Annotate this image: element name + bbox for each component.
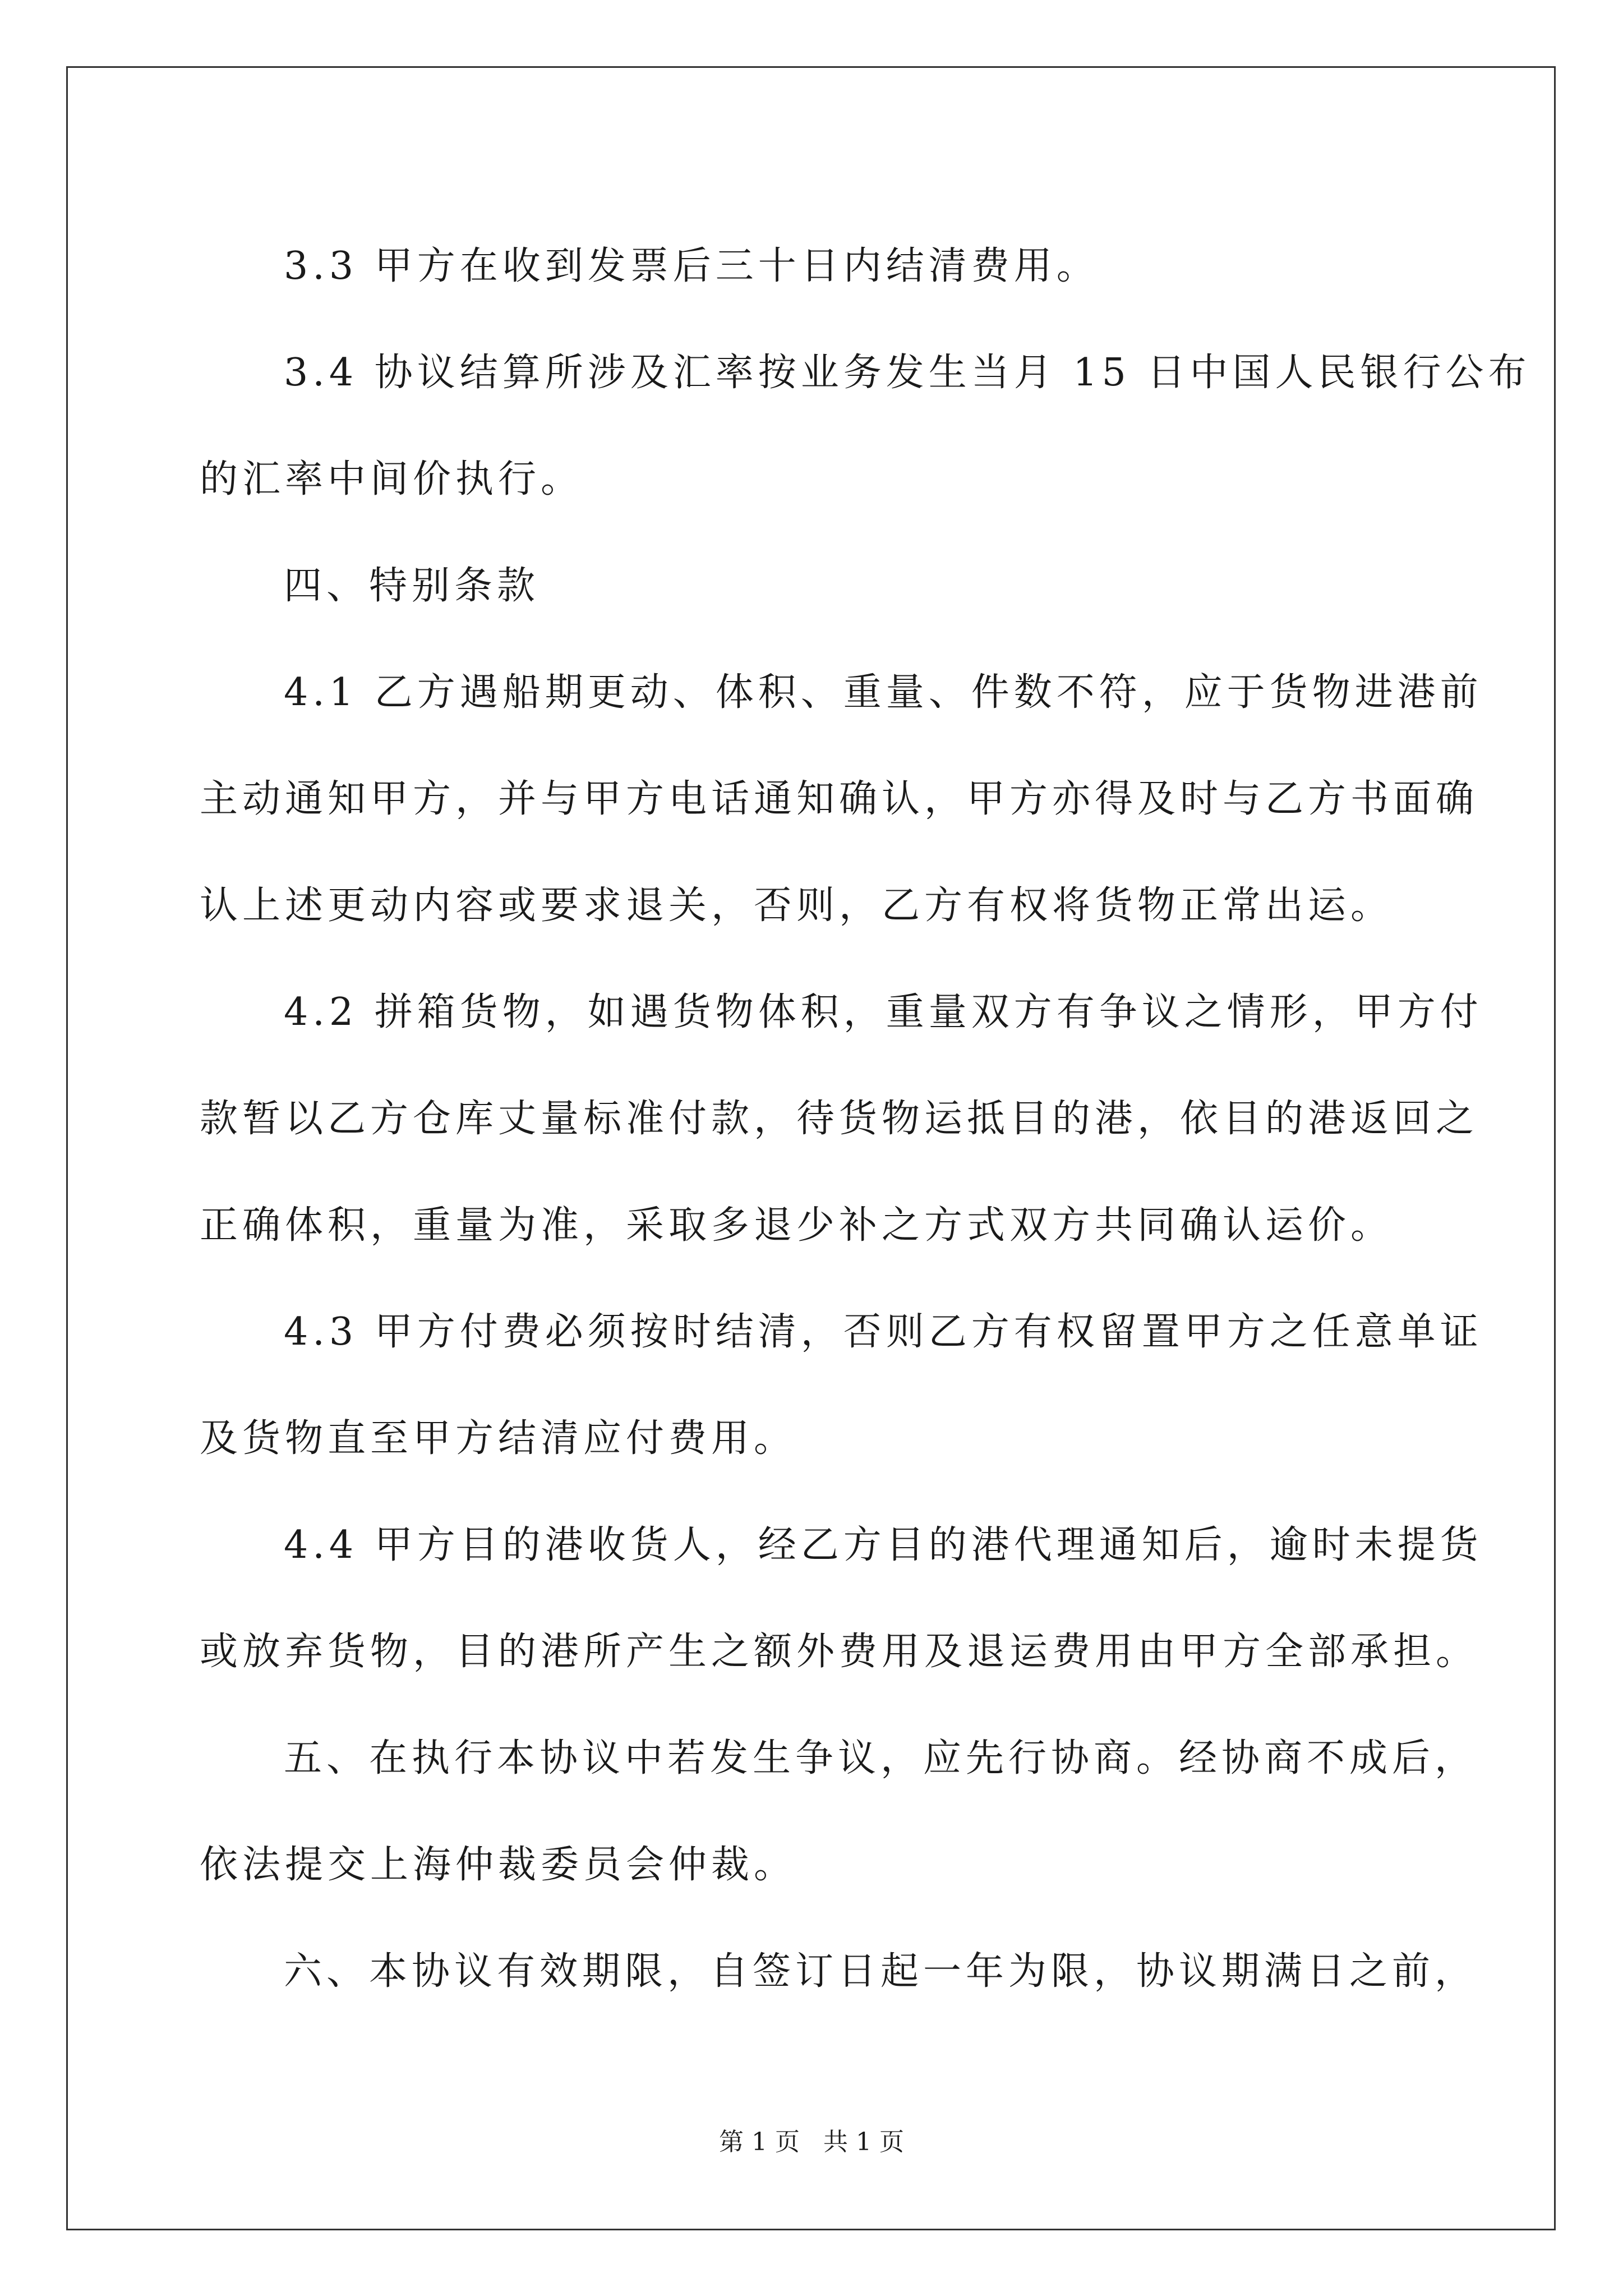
clause-3-3: 3.3 甲方在收到发票后三十日内结清费用。 [284,244,1099,288]
clause-3-4-line-2: 的汇率中间价执行。 [200,457,584,501]
clause-4-2-line-2: 款暂以乙方仓库丈量标准付款，待货物运抵目的港，依目的港返回之 [200,1097,1479,1141]
clause-4-1-line-3: 认上述更动内容或要求退关，否则，乙方有权将货物正常出运。 [200,884,1394,928]
clause-4-4-line-2: 或放弃货物，目的港所产生之额外费用及退运费用由甲方全部承担。 [200,1630,1479,1674]
clause-4-2-line-1: 4.2 拼箱货物，如遇货物体积，重量双方有争议之情形，甲方付 [284,990,1483,1034]
clause-3-4-line-1: 3.4 协议结算所涉及汇率按业务发生当月 15 日中国人民银行公布 [284,351,1531,395]
clause-4-3-line-2: 及货物直至甲方结清应付费用。 [200,1416,797,1461]
section-6-line-1: 六、本协议有效期限，自签订日起一年为限，协议期满日之前， [284,1949,1478,1994]
section-5-line-1: 五、在执行本协议中若发生争议，应先行协商。经协商不成后， [284,1736,1478,1780]
page-number-footer: 第 1 页 共 1 页 [719,2128,904,2156]
clause-4-1-line-2: 主动通知甲方，并与甲方电话通知确认，甲方亦得及时与乙方书面确 [200,777,1479,821]
document-body [200,213,1531,2025]
clause-4-4-line-1: 4.4 甲方目的港收货人，经乙方目的港代理通知后，逾时未提货 [284,1523,1483,1567]
clause-4-1-line-1: 4.1 乙方遇船期更动、体积、重量、件数不符，应于货物进港前 [284,670,1483,715]
clause-4-2-line-3: 正确体积，重量为准，采取多退少补之方式双方共同确认运价。 [200,1203,1394,1248]
section-5-line-2: 依法提交上海仲裁委员会仲裁。 [200,1843,797,1887]
clause-4-3-line-1: 4.3 甲方付费必须按时结清，否则乙方有权留置甲方之任意单证 [284,1310,1483,1354]
section-4-heading: 四、特别条款 [284,564,540,608]
